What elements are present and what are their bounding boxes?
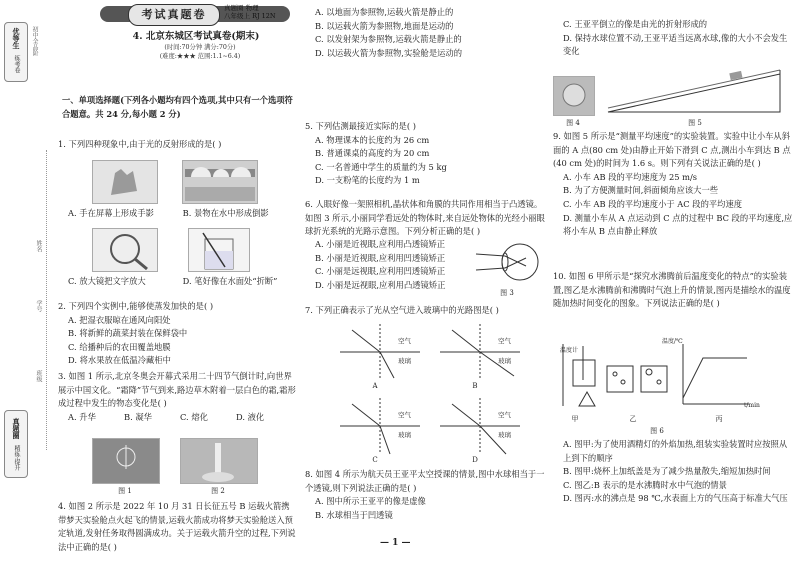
q7-d-air-label: 空气 bbox=[498, 411, 511, 419]
q2-option-c[interactable]: C. 给播种后的农田覆盖地膜 bbox=[68, 341, 171, 352]
q7-c-air-label: 空气 bbox=[398, 411, 411, 419]
q7-b-glass-label: 玻璃 bbox=[498, 357, 511, 365]
q1-option-c[interactable]: C. 放大镜把文字放大 bbox=[68, 276, 146, 286]
q4-option-d[interactable]: D. 以运载火箭为参照物,实验舱是运动的 bbox=[315, 47, 463, 58]
question-8-options-cont bbox=[553, 18, 793, 59]
fig2-rocket-image bbox=[180, 438, 258, 484]
q10-option-a[interactable]: A. 图甲:为了使用酒精灯的外焰加热,组装实验装置时应按照从上到下的顺序 bbox=[563, 439, 788, 463]
header-edition: RJ bbox=[252, 12, 260, 20]
brand-box-bottom bbox=[4, 410, 28, 478]
question-10-options bbox=[553, 438, 793, 506]
q7-label-d: D bbox=[472, 456, 478, 464]
q1-fig-c-image bbox=[92, 228, 158, 272]
q3-options bbox=[58, 411, 296, 425]
header-code: 12N bbox=[261, 12, 276, 20]
fig6-diagrams bbox=[553, 340, 753, 412]
brand-bottom-label: 真题圈 bbox=[12, 417, 21, 439]
q6-option-b[interactable]: B. 小丽是近视眼,应利用凹透镜矫正 bbox=[315, 252, 446, 263]
q1-options-ab bbox=[58, 207, 296, 221]
sidebar-series-text: 初中全品阶 bbox=[31, 26, 38, 56]
fig6-label-jia: 甲 bbox=[571, 415, 579, 423]
q7-a-glass-label: 玻璃 bbox=[398, 357, 411, 365]
paper-title: 4. 北京东城区考试真卷(期末) bbox=[132, 31, 260, 42]
q4-option-a[interactable]: A. 以地面为参照物,运载火箭是静止的 bbox=[315, 7, 454, 17]
q3-option-d[interactable]: D. 液化 bbox=[236, 411, 265, 422]
fig2-caption: 图 2 bbox=[211, 487, 225, 495]
q7-label-b: B bbox=[472, 382, 478, 390]
q3-option-b[interactable]: B. 凝华 bbox=[124, 411, 152, 422]
q1-option-b[interactable]: B. 景物在水中形成倒影 bbox=[182, 208, 269, 218]
q3-option-a[interactable]: A. 升华 bbox=[68, 411, 96, 422]
fig4-astronaut-image bbox=[553, 76, 595, 116]
fig4-caption: 图 4 bbox=[566, 119, 580, 127]
header-series: 真题圈 bbox=[224, 4, 244, 12]
q1-fig-a-image bbox=[92, 160, 158, 204]
q7-label-c: C bbox=[372, 456, 378, 464]
q7-label-a: A bbox=[372, 382, 378, 390]
q1-option-d[interactable]: D. 笔好像在水面处“折断” bbox=[182, 276, 278, 286]
q1-fig-b-image bbox=[182, 160, 258, 204]
name-label: 姓名 bbox=[35, 240, 42, 252]
q2-option-a[interactable]: A. 把湿衣服晾在通风向阳处 bbox=[68, 314, 171, 325]
q2-option-d[interactable]: D. 将水果放在低温冷藏柜中 bbox=[68, 355, 171, 366]
fig3-caption: 图 3 bbox=[500, 289, 514, 297]
brand-bottom-sub: 精练·提升 bbox=[13, 445, 20, 471]
question-9 bbox=[553, 130, 793, 239]
fig1-caption: 图 1 bbox=[118, 487, 132, 495]
question-4 bbox=[58, 500, 296, 552]
q8-option-b[interactable]: B. 水球相当于凹透镜 bbox=[315, 509, 393, 520]
q1-options-cd bbox=[58, 275, 296, 289]
q6-stem: 6. 人眼好像一架照相机,晶状体和角膜的共同作用相当于凸透镜。如图 3 所示,小丽同学看远处的物体时,来自远处物体的光经小丽眼球折光系统的光路示意图。下列分析正确的是( ) bbox=[305, 199, 545, 237]
q4-option-c[interactable]: C. 以发射架为参照物,运载火箭是静止的 bbox=[315, 34, 462, 45]
q4-option-b[interactable]: B. 以运载火箭为参照物,地面是运动的 bbox=[315, 20, 454, 31]
fig6-graph-xlabel: t/min bbox=[744, 402, 760, 409]
fig6-thermometer-label: 温度计 bbox=[560, 347, 579, 354]
paper-meta bbox=[110, 43, 290, 61]
q7-b-air-label: 空气 bbox=[498, 337, 511, 345]
fig5-caption: 图 5 bbox=[688, 119, 702, 127]
question-2 bbox=[58, 300, 296, 368]
q5-option-a[interactable]: A. 物理课本的长度约为 26 cm bbox=[315, 134, 430, 145]
question-5 bbox=[305, 120, 545, 188]
id-label: 学号 bbox=[35, 300, 42, 312]
header-subject: 物理 bbox=[245, 4, 259, 12]
q7-a-air-label: 空气 bbox=[398, 337, 411, 345]
q10-stem: 10. 如图 6 甲所示是“探究水沸腾前后温度变化的特点”的实验装置,图乙是水沸腾前和沸腾时气泡上升的情景,图丙是描绘水的温度随加热时间变化的图象。下列说法正确的是( ) bbox=[553, 271, 791, 309]
cut-line bbox=[46, 150, 47, 450]
q10-option-c[interactable]: C. 图乙:B 表示的是水沸腾时水中气泡的情景 bbox=[563, 479, 727, 490]
fig3-eye-diagram bbox=[474, 238, 544, 288]
question-4-options bbox=[305, 6, 545, 60]
header-meta bbox=[224, 4, 276, 20]
question-3 bbox=[58, 370, 296, 424]
q6-option-a[interactable]: A. 小丽是近视眼,应利用凸透镜矫正 bbox=[315, 239, 446, 249]
q9-option-d[interactable]: D. 测量小车从 A 点运动到 C 点的过程中 BC 段的平均速度,应将小车从 B 点由静止释放 bbox=[563, 212, 793, 237]
q4-stem: 4. 如图 2 所示是 2022 年 10 月 31 日长征五号 B 运载火箭携带梦天实验舱点火起飞的情景,运载火箭成功将梦天实验舱送入预定轨道,发射任务取得圆满成功。关于运载火箭升空的过程,下列说法中正确的是( ) bbox=[58, 501, 296, 552]
time-score: (时间:70分钟 满分:70分) bbox=[164, 44, 236, 51]
header-grade: 八年级上 bbox=[224, 12, 250, 20]
q7-d-glass-label: 玻璃 bbox=[498, 431, 511, 439]
question-7 bbox=[305, 304, 545, 318]
fig6-label-bing: 丙 bbox=[715, 415, 723, 423]
q9-option-b[interactable]: B. 为了方便测量时间,斜面倾角应该大一些 bbox=[563, 185, 719, 196]
brand-label: 优等生 bbox=[12, 27, 21, 49]
left-margin bbox=[0, 0, 56, 567]
q2-stem: 2. 下列四个实例中,能够使蒸发加快的是( ) bbox=[58, 301, 214, 311]
q5-option-c[interactable]: C. 一名普通中学生的质量约为 5 kg bbox=[315, 161, 447, 172]
q8-option-c[interactable]: C. 王亚平倒立的像是由光的折射形成的 bbox=[563, 19, 708, 29]
fig5-ramp-diagram bbox=[604, 64, 786, 118]
question-1 bbox=[58, 138, 296, 152]
fig1-snowflake-image bbox=[92, 438, 160, 484]
q1-option-a[interactable]: A. 手在屏幕上形成手影 bbox=[68, 208, 154, 218]
q5-stem: 5. 下列估测最接近实际的是( ) bbox=[305, 121, 416, 131]
question-8 bbox=[305, 468, 545, 522]
q1-stem: 1. 下列四种现象中,由于光的反射形成的是( ) bbox=[58, 139, 222, 149]
brand-box-top bbox=[4, 22, 28, 82]
q7-stem: 7. 下列正确表示了光从空气进入玻璃中的光路图是( ) bbox=[305, 305, 499, 315]
brand-sub: 练考卷 bbox=[13, 55, 20, 73]
page-number: — 1 — bbox=[380, 538, 411, 548]
q6-option-d[interactable]: D. 小丽是远视眼,应利用凸透镜矫正 bbox=[315, 279, 446, 290]
question-10 bbox=[553, 270, 793, 324]
fig6-graph-ylabel: 温度/℃ bbox=[662, 338, 683, 345]
q6-option-c[interactable]: C. 小丽是远视眼,应利用凹透镜矫正 bbox=[315, 266, 446, 277]
q10-option-b[interactable]: B. 图甲:烧杯上加纸盖是为了减少热量散失,缩短加热时间 bbox=[563, 466, 771, 477]
q2-option-b[interactable]: B. 将新鲜的蔬菜封装在保鲜袋中 bbox=[68, 328, 188, 339]
q8-option-d[interactable]: D. 保持水球位置不动,王亚平适当远离水球,像的大小不会发生变化 bbox=[563, 32, 788, 57]
q9-option-c[interactable]: C. 小车 AB 段的平均速度小于 AC 段的平均速度 bbox=[563, 198, 743, 209]
q1-fig-d-image bbox=[188, 228, 250, 272]
fig6-caption: 图 6 bbox=[650, 427, 664, 435]
q5-option-b[interactable]: B. 普通课桌的高度约为 20 cm bbox=[315, 148, 430, 159]
q8-stem: 8. 如图 4 所示为航天员王亚平太空授课的情景,图中水球相当于一个透镜,则下列说法正确的是( ) bbox=[305, 469, 545, 493]
q10-option-d[interactable]: D. 图丙:水的沸点是 98 ℃,水表面上方的气压高于标准大气压 bbox=[563, 493, 788, 504]
q5-option-d[interactable]: D. 一支粉笔的长度约为 1 m bbox=[315, 175, 420, 186]
header-title: 考试真题卷 bbox=[128, 4, 220, 26]
q9-stem: 9. 如图 5 所示是“测量平均速度”的实验装置。实验中让小车从斜面的 A 点(80 cm 处)由静止开始下滑到 C 点,测出小车到达 B 点(40 cm 处)的时间为 1.6 s。则下列有关说法正确的是( ) bbox=[553, 131, 791, 169]
class-label: 班级 bbox=[35, 370, 42, 382]
q3-option-c[interactable]: C. 熔化 bbox=[180, 411, 208, 422]
q8-option-a[interactable]: A. 图中所示王亚平的像是虚像 bbox=[315, 496, 426, 507]
difficulty: (难度:★★★ 范围:1.1~6.4) bbox=[159, 53, 241, 60]
q3-stem: 3. 如图 1 所示,北京冬奥会开幕式采用二十四节气倒计时,向世界展示中国文化。“霜降”节气到来,路边草木附着一层白色的霜,霜形成过程中发生的物态变化是( ) bbox=[58, 371, 296, 409]
section-heading: 一、单项选择题(下列各小题均有四个选项,其中只有一个选项符合题意。共 24 分,每小题 2 分) bbox=[62, 95, 293, 119]
q9-option-a[interactable]: A. 小车 AB 段的平均速度为 25 m/s bbox=[563, 171, 698, 182]
fig6-label-yi: 乙 bbox=[629, 415, 637, 423]
q7-c-glass-label: 玻璃 bbox=[398, 431, 411, 439]
